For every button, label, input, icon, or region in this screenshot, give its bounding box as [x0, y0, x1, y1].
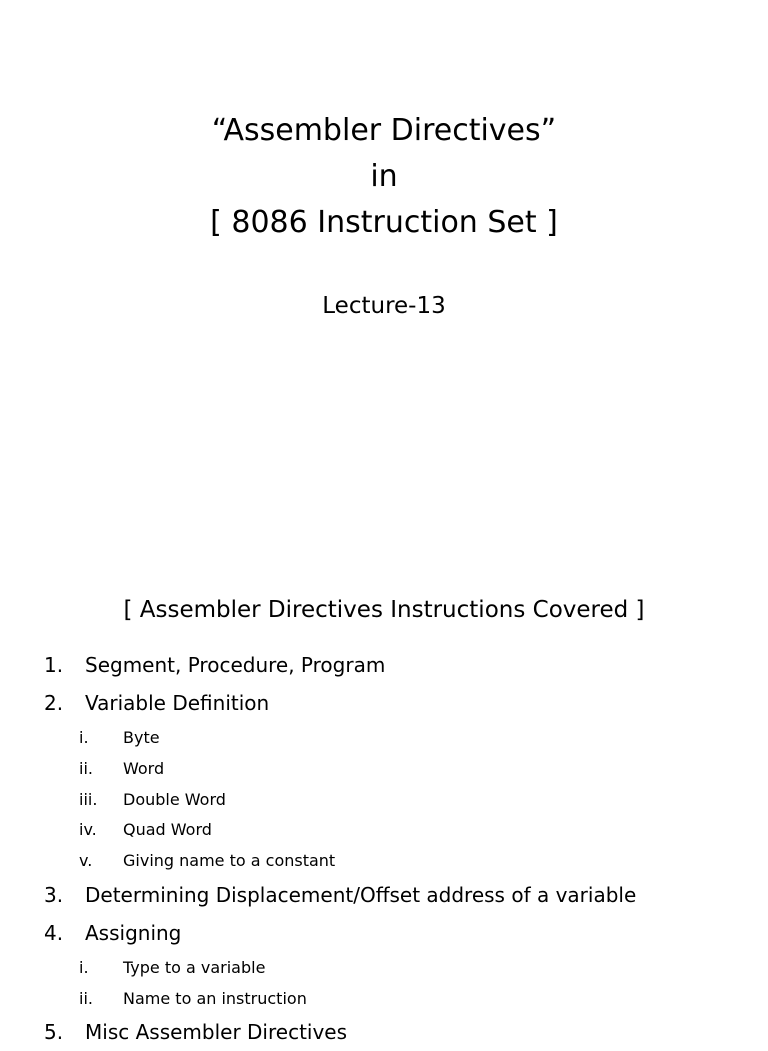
- sublist: [0, 952, 768, 1014]
- sublist-wrapper: [0, 952, 768, 1014]
- list-item: [0, 876, 768, 914]
- subitem-text: Quad Word: [123, 820, 212, 840]
- subitem-number: v.: [79, 851, 93, 870]
- sublist-item: [0, 784, 768, 815]
- sublist-wrapper: [0, 722, 768, 876]
- sublist-item: [0, 845, 768, 876]
- sublist-item: [0, 983, 768, 1014]
- sublist: [0, 722, 768, 876]
- item-text: Determining Displacement/Offset address of a variable: [85, 882, 637, 907]
- subitem-number: i.: [79, 957, 89, 977]
- item-number: 5.: [44, 1020, 64, 1045]
- subitem-number: iii.: [79, 789, 98, 809]
- sublist-item: [0, 952, 768, 983]
- subitem-text: Type to a variable: [123, 957, 266, 977]
- sublist-item: [0, 814, 768, 845]
- subitem-text: Name to an instruction: [123, 988, 307, 1008]
- list-item: [0, 914, 768, 952]
- sublist-item: [0, 753, 768, 784]
- item-text: Variable Definition: [85, 691, 270, 715]
- subitem-text: Giving name to a constant: [123, 851, 336, 870]
- subitem-text: Double Word: [123, 789, 226, 809]
- item-text: Segment, Procedure, Program: [85, 653, 386, 677]
- contents-slide: [0, 560, 768, 1045]
- list-item: [0, 646, 768, 684]
- title-line: “Assembler Directives”: [211, 113, 557, 148]
- slide-subtitle: Lecture-13: [322, 293, 446, 319]
- contents-heading: [ Assembler Directives Instructions Covered ]: [123, 597, 645, 623]
- subitem-text: Word: [123, 758, 165, 778]
- item-number: 1.: [44, 653, 64, 677]
- item-number: 4.: [44, 920, 64, 945]
- sublist-item: [0, 722, 768, 753]
- subitem-number: iv.: [79, 820, 97, 840]
- item-text: Misc Assembler Directives: [85, 1020, 348, 1045]
- subitem-text: Byte: [123, 728, 160, 747]
- item-number: 3.: [44, 882, 64, 907]
- topics-list: [0, 646, 768, 1051]
- list-item: [0, 684, 768, 722]
- title-line: [ 8086 Instruction Set ]: [210, 205, 558, 240]
- list-item: [0, 1013, 768, 1051]
- slide-title: [0, 108, 768, 246]
- title-line: in: [370, 159, 398, 194]
- item-number: 2.: [44, 691, 64, 715]
- subitem-number: ii.: [79, 988, 93, 1008]
- subitem-number: ii.: [79, 758, 93, 778]
- item-text: Assigning: [85, 920, 182, 945]
- subitem-number: i.: [79, 728, 89, 747]
